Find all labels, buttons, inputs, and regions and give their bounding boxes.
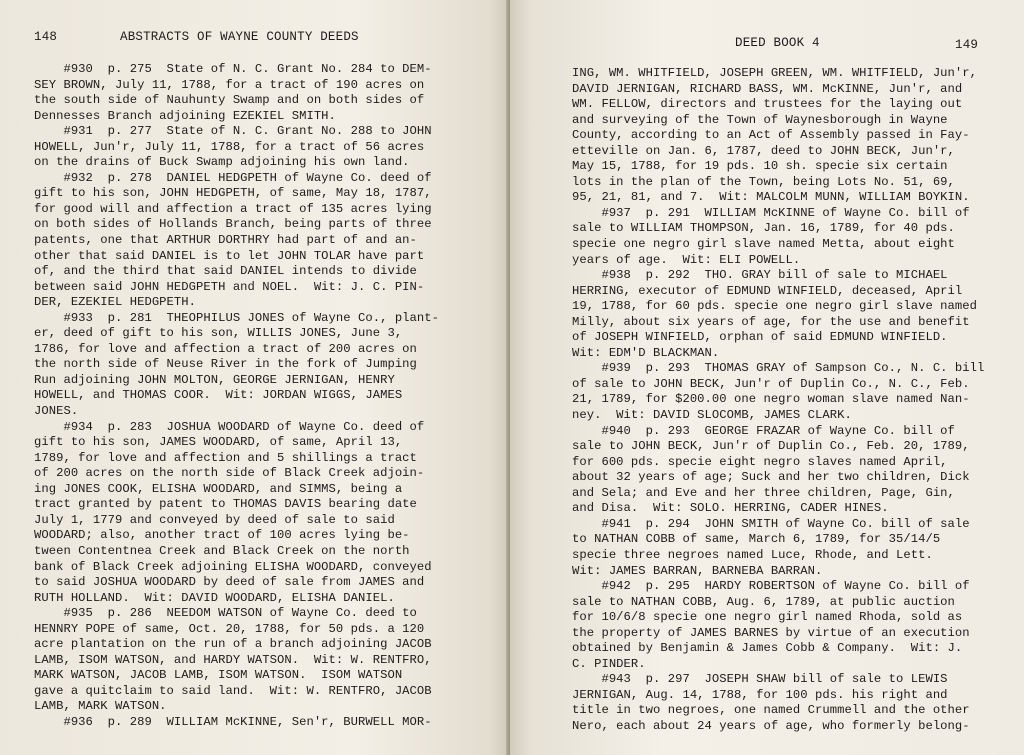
- text-line: for 600 pds. specie eight negro slaves named April,: [572, 454, 948, 469]
- text-line: County, according to an Act of Assembly passed in Fay-: [572, 128, 970, 143]
- text-line: #934 p. 283 JOSHUA WOODARD of Wayne Co. deed of: [34, 419, 425, 434]
- text-line: JERNIGAN, Aug. 14, 1788, for 100 pds. his right and: [572, 687, 948, 702]
- text-line: er, deed of gift to his son, WILLIS JONES, June 3,: [34, 326, 403, 341]
- text-line: gift to his son, JOHN HEDGPETH, of same, May 18, 1787,: [34, 186, 432, 201]
- text-line: May 15, 1788, for 19 pds. 10 sh. specie six certain: [572, 159, 948, 174]
- text-line: #936 p. 289 WILLIAM McKINNE, Sen'r, BURWELL MOR-: [34, 714, 432, 729]
- text-line: #930 p. 275 State of N. C. Grant No. 284 to DEM-: [34, 62, 432, 76]
- text-line: #937 p. 291 WILLIAM McKINNE of Wayne Co. bill of: [572, 205, 970, 220]
- text-line: of JOSEPH WINFIELD, orphan of said EDMUND WINFIELD.: [572, 330, 948, 345]
- text-line: JONES.: [34, 404, 79, 419]
- text-line: #933 p. 281 THEOPHILUS JONES of Wayne Co., plant-: [34, 310, 440, 325]
- text-line: ING, WM. WHITFIELD, JOSEPH GREEN, WM. WHITFIELD, Jun'r,: [572, 66, 978, 80]
- text-line: MARK WATSON, JACOB LAMB, ISOM WATSON. ISOM WATSON: [34, 668, 403, 683]
- text-line: the property of JAMES BARNES by virtue of an execution: [572, 625, 970, 640]
- text-line: Milly, about six years of age, for the use and benefit: [572, 314, 970, 329]
- right-running-head: DEED BOOK 4: [735, 36, 820, 50]
- right-page-number: 149: [955, 38, 979, 52]
- text-line: Dennesses Branch adjoining EZEKIEL SMITH.: [34, 108, 336, 123]
- text-line: sale to NATHAN COBB, Aug. 6, 1789, at public auction: [572, 594, 955, 609]
- text-line: for 10/6/8 specie one negro girl named Rhoda, sold as: [572, 610, 963, 625]
- right-page: [510, 0, 1024, 755]
- text-line: for good will and affection a tract of 135 acres lying: [34, 201, 432, 216]
- left-page-text: [34, 62, 439, 731]
- left-page-number: 148: [34, 30, 58, 44]
- text-line: about 32 years of age; Suck and her two children, Dick: [572, 470, 970, 485]
- text-line: gift to his son, JAMES WOODARD, of same, April 13,: [34, 435, 403, 450]
- text-line: DAVID JERNIGAN, RICHARD BASS, WM. McKINNE, Jun'r, and: [572, 81, 963, 96]
- text-line: #940 p. 293 GEORGE FRAZAR of Wayne Co. bill of: [572, 423, 955, 438]
- text-line: the south side of Nauhunty Swamp and on both sides of: [34, 93, 425, 108]
- text-line: #943 p. 297 JOSEPH SHAW bill of sale to LEWIS: [572, 672, 948, 687]
- text-line: Nero, each about 24 years of age, who formerly belong-: [572, 718, 970, 733]
- left-page: [0, 0, 510, 755]
- text-line: patents, one that ARTHUR DORTHRY had part of and an-: [34, 233, 417, 248]
- text-line: RUTH HOLLAND. Wit: DAVID WOODARD, ELISHA DANIEL.: [34, 590, 395, 605]
- text-line: on the drains of Buck Swamp adjoining his own land.: [34, 155, 410, 170]
- text-line: obtained by Benjamin & James Cobb & Company. Wit: J.: [572, 641, 963, 656]
- text-line: July 1, 1779 and conveyed by deed of sale to said: [34, 512, 395, 527]
- text-line: acre plantation on the run of a branch adjoining JACOB: [34, 637, 432, 652]
- text-line: and Disa. Wit: SOLO. HERRING, CADER HINES.: [572, 501, 889, 516]
- text-line: specie three negroes named Luce, Rhode, and Lett.: [572, 547, 933, 562]
- text-line: ney. Wit: DAVID SLOCOMB, JAMES CLARK.: [572, 408, 852, 423]
- text-line: lots in the plan of the Town, being Lots No. 51, 69,: [572, 174, 955, 189]
- text-line: other that said DANIEL is to let JOHN TOLAR have part: [34, 248, 425, 263]
- text-line: sale to JOHN BECK, Jun'r of Duplin Co., Feb. 20, 1789,: [572, 439, 970, 454]
- text-line: WOODARD; also, another tract of 100 acres lying be-: [34, 528, 410, 543]
- text-line: HENNRY POPE of same, Oct. 20, 1788, for 50 pds. a 120: [34, 621, 425, 636]
- text-line: and surveying of the Town of Waynesborough in Wayne: [572, 112, 948, 127]
- text-line: on both sides of Hollands Branch, being parts of three: [34, 217, 432, 232]
- text-line: #942 p. 295 HARDY ROBERTSON of Wayne Co. bill of: [572, 579, 970, 594]
- text-line: of 200 acres on the north side of Black Creek adjoin-: [34, 466, 425, 481]
- text-line: the north side of Neuse River in the fork of Jumping: [34, 357, 417, 372]
- text-line: 19, 1788, for 60 pds. specie one negro girl slave named: [572, 299, 978, 314]
- text-line: tract granted by patent to THOMAS DAVIS bearing date: [34, 497, 417, 512]
- text-line: #941 p. 294 JOHN SMITH of Wayne Co. bill of sale: [572, 516, 970, 531]
- text-line: #938 p. 292 THO. GRAY bill of sale to MICHAEL: [572, 268, 948, 283]
- text-line: etteville on Jan. 6, 1787, deed to JOHN BECK, Jun'r,: [572, 143, 955, 158]
- text-line: gave a quitclaim to said land. Wit: W. RENTFRO, JACOB: [34, 683, 432, 698]
- text-line: ing JONES COOK, ELISHA WOODARD, and SIMMS, being a: [34, 481, 403, 496]
- text-line: #932 p. 278 DANIEL HEDGPETH of Wayne Co. deed of: [34, 170, 432, 185]
- text-line: title in two negroes, one named Crummell and the other: [572, 703, 970, 718]
- text-line: bank of Black Creek adjoining ELISHA WOODARD, conveyed: [34, 559, 432, 574]
- text-line: HERRING, executor of EDMUND WINFIELD, deceased, April: [572, 283, 963, 298]
- text-line: #939 p. 293 THOMAS GRAY of Sampson Co., N. C. bill: [572, 361, 985, 376]
- text-line: WM. FELLOW, directors and trustees for the laying out: [572, 97, 963, 112]
- text-line: SEY BROWN, July 11, 1788, for a tract of 190 acres on: [34, 77, 425, 92]
- text-line: HOWELL, Jun'r, July 11, 1788, for a tract of 56 acres: [34, 139, 425, 154]
- text-line: LAMB, MARK WATSON.: [34, 699, 167, 714]
- text-line: sale to WILLIAM THOMPSON, Jan. 16, 1789, for 40 pds.: [572, 221, 955, 236]
- text-line: #931 p. 277 State of N. C. Grant No. 288 to JOHN: [34, 124, 432, 139]
- text-line: 1786, for love and affection a tract of 200 acres on: [34, 341, 417, 356]
- text-line: 1789, for love and affection and 5 shillings a tract: [34, 450, 417, 465]
- text-line: LAMB, ISOM WATSON, and HARDY WATSON. Wit: W. RENTFRO,: [34, 652, 432, 667]
- text-line: 95, 21, 81, and 7. Wit: MALCOLM MUNN, WILLIAM BOYKIN.: [572, 190, 970, 205]
- text-line: years of age. Wit: ELI POWELL.: [572, 252, 801, 267]
- text-line: of sale to JOHN BECK, Jun'r of Duplin Co., N. C., Feb.: [572, 376, 970, 391]
- text-line: specie one negro girl slave named Metta, about eight: [572, 237, 955, 252]
- left-running-head: ABSTRACTS OF WAYNE COUNTY DEEDS: [120, 30, 359, 44]
- text-line: to said JOSHUA WOODARD by deed of sale from JAMES and: [34, 575, 425, 590]
- text-line: DER, EZEKIEL HEDGPETH.: [34, 295, 197, 310]
- text-line: C. PINDER.: [572, 656, 646, 671]
- text-line: Wit: EDM'D BLACKMAN.: [572, 345, 720, 360]
- text-line: tween Contentnea Creek and Black Creek on the north: [34, 543, 410, 558]
- text-line: #935 p. 286 NEEDOM WATSON of Wayne Co. deed to: [34, 606, 417, 621]
- text-line: and Sela; and Eve and her three children, Page, Gin,: [572, 485, 955, 500]
- text-line: 21, 1789, for $200.00 one negro woman slave named Nan-: [572, 392, 970, 407]
- text-line: to NATHAN COBB of same, March 6, 1789, for 35/14/5: [572, 532, 941, 547]
- text-line: Wit: JAMES BARRAN, BARNEBA BARRAN.: [572, 563, 823, 578]
- text-line: of, and the third that said DANIEL intends to divide: [34, 264, 417, 279]
- text-line: Run adjoining JOHN MOLTON, GEORGE JERNIGAN, HENRY: [34, 372, 395, 387]
- right-page-text: [572, 66, 984, 735]
- text-line: HOWELL, and THOMAS COOR. Wit: JORDAN WIGGS, JAMES: [34, 388, 403, 403]
- text-line: between said JOHN HEDGPETH and NOEL. Wit: J. C. PIN-: [34, 279, 425, 294]
